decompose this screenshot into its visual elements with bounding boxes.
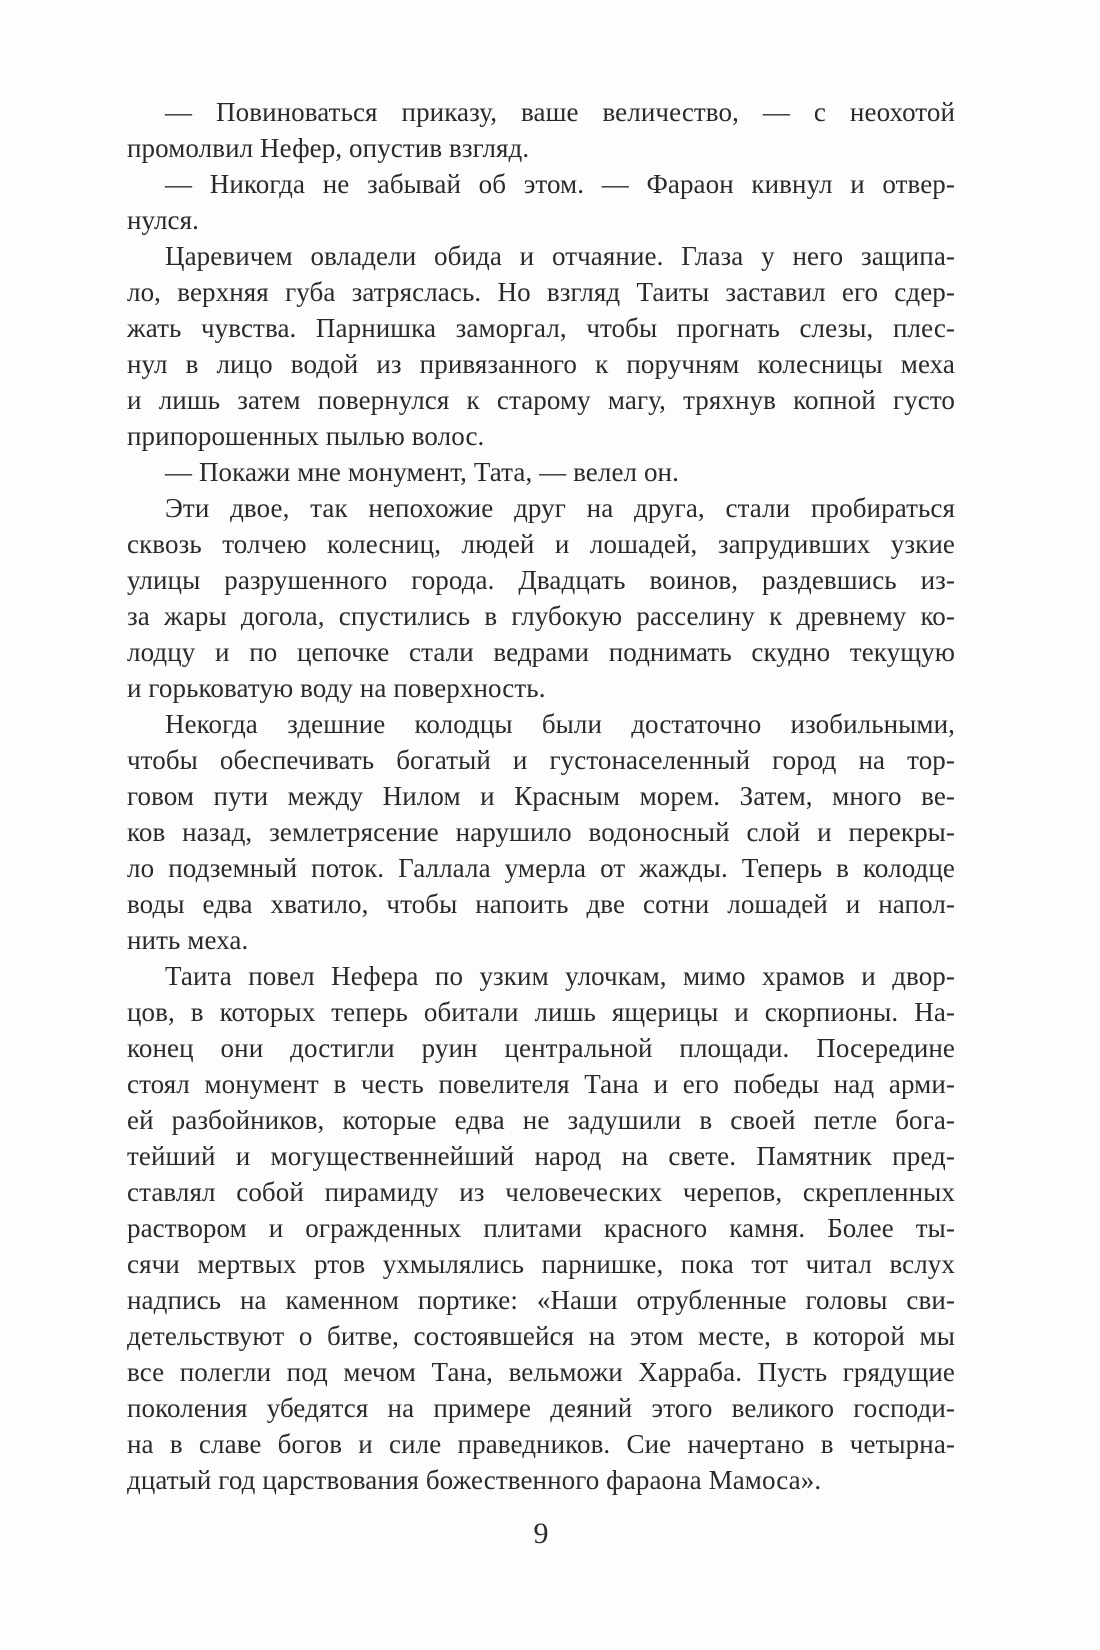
text-line: раствором и огражденных плитами красного камня. Более ты- (127, 1213, 955, 1243)
text-line: тейший и могущественнейший народ на свете. Памятник пред- (127, 1141, 955, 1171)
text-line: Царевичем овладели обида и отчаяние. Глаза у него защипа- (165, 241, 955, 271)
text-line: конец они достигли руин центральной площади. Посередине (127, 1033, 955, 1063)
text-line: и лишь затем повернулся к старому магу, тряхнув копной густо (127, 385, 955, 415)
text-line: стоял монумент в честь повелителя Тана и его победы над арми- (127, 1069, 955, 1099)
text-line: улицы разрушенного города. Двадцать воинов, раздевшись из- (127, 565, 955, 595)
text-line: поколения убедятся на примере деяний этого великого господи- (127, 1393, 955, 1423)
text-line: воды едва хватило, чтобы напоить две сотни лошадей и напол- (127, 889, 955, 919)
page-text (127, 94, 955, 1498)
text-line: на в славе богов и силе праведников. Сие начертано в четырна- (127, 1429, 955, 1459)
text-line: — Повиноваться приказу, ваше величество, — с неохотой (165, 97, 955, 127)
text-line: нулся. (127, 205, 199, 235)
text-line: за жары догола, спустились в глубокую расселину к древнему ко- (127, 601, 955, 631)
text-line: чтобы обеспечивать богатый и густонаселенный город на тор- (127, 745, 955, 775)
text-line: Таита повел Нефера по узким улочкам, мимо храмов и двор- (165, 961, 955, 991)
text-line: — Никогда не забывай об этом. — Фараон кивнул и отвер- (165, 169, 955, 199)
page-number: 9 (533, 1517, 549, 1550)
text-line: все полегли под мечом Тана, вельможи Харраба. Пусть грядущие (127, 1357, 955, 1387)
text-line: ков назад, землетрясение нарушило водоносный слой и перекры- (127, 817, 955, 847)
text-line: жать чувства. Парнишка заморгал, чтобы прогнать слезы, плес- (127, 313, 955, 343)
text-line: лодцу и по цепочке стали ведрами поднимать скудно текущую (127, 637, 955, 667)
text-line: ей разбойников, которые едва не задушили в своей петле бога- (127, 1105, 955, 1135)
text-line: ло, верхняя губа затряслась. Но взгляд Таиты заставил его сдер- (127, 277, 955, 307)
text-line: сквозь толчею колесниц, людей и лошадей, запрудивших узкие (127, 529, 955, 559)
text-line: Некогда здешние колодцы были достаточно изобильными, (165, 709, 955, 739)
text-line: нул в лицо водой из привязанного к поручням колесницы меха (127, 349, 955, 379)
text-line: сячи мертвых ртов ухмылялись парнишке, пока тот читал вслух (127, 1249, 955, 1279)
text-line: и горьковатую воду на поверхность. (127, 673, 546, 703)
text-line: надпись на каменном портике: «Наши отрубленные головы сви- (127, 1285, 955, 1315)
text-line: Эти двое, так непохожие друг на друга, стали пробираться (165, 493, 955, 523)
text-line: промолвил Нефер, опустив взгляд. (127, 133, 530, 163)
text-line: ло подземный поток. Галлала умерла от жажды. Теперь в колодце (127, 853, 955, 883)
text-line: детельствуют о битве, состоявшейся на этом месте, в которой мы (127, 1321, 955, 1351)
text-line: цов, в которых теперь обитали лишь ящерицы и скорпионы. На- (127, 997, 955, 1027)
text-line: говом пути между Нилом и Красным морем. Затем, много ве- (127, 781, 955, 811)
text-line: — Покажи мне монумент, Тата, — велел он. (165, 457, 679, 487)
text-line: припорошенных пылью волос. (127, 421, 485, 451)
text-line: дцатый год царствования божественного фараона Мамоса». (127, 1465, 822, 1495)
text-line: ставлял собой пирамиду из человеческих черепов, скрепленных (127, 1177, 955, 1207)
text-line: нить меха. (127, 925, 249, 955)
